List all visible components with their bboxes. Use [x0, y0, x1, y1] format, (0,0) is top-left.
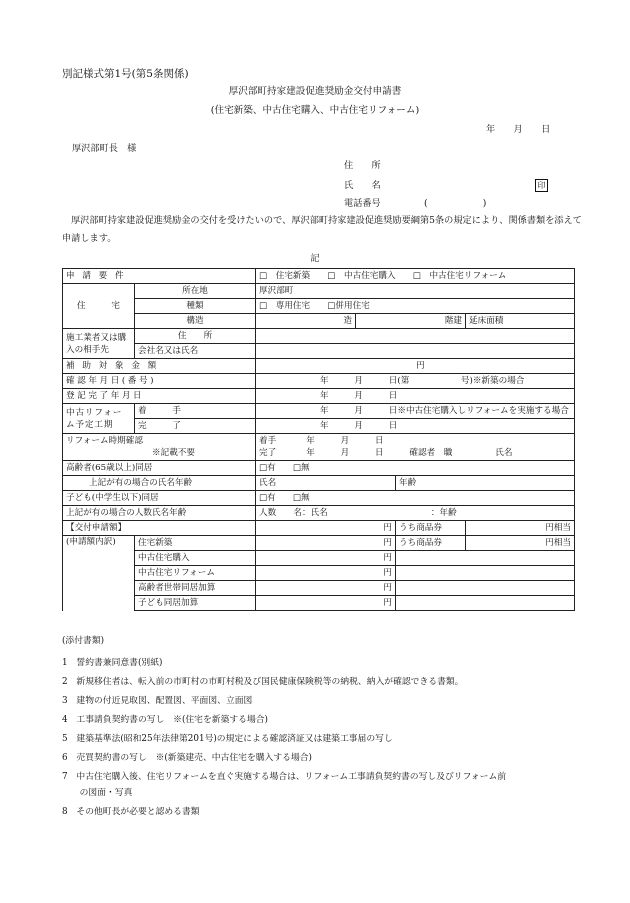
row-confirm-date: [63, 374, 575, 389]
applicant-phone-paren: ( ): [424, 198, 487, 209]
struct-zou[interactable]: 造: [256, 314, 356, 329]
reform-end-value[interactable]: 年 月 日: [256, 419, 575, 434]
location-value[interactable]: 厚沢部町: [256, 284, 575, 299]
grant-label: 【交付申請額】: [63, 521, 256, 536]
elder-name-field[interactable]: 氏名: [256, 476, 396, 491]
breakdown-yen-0[interactable]: 円: [256, 536, 396, 551]
breakdown-gift-label: うち商品券: [396, 536, 466, 551]
grant-gift-label: うち商品券: [396, 521, 466, 536]
attachment-item: 5 建築基準法(昭和25年法律第201号)の規定による確認済証又は建築工事届の写し: [62, 734, 393, 744]
req-options[interactable]: □ 住宅新築 □ 中古住宅購入 □ 中古住宅リフォーム: [256, 269, 575, 284]
reform-period-label: 中古リフォーム予定工期: [63, 404, 135, 434]
breakdown-yen-2[interactable]: 円: [256, 566, 396, 581]
attachment-item: 6 売買契約書の写し ※(新築建売、中古住宅を購入する場合): [62, 753, 312, 763]
contractor-addr-value[interactable]: [256, 329, 575, 344]
contractor-name-label: 会社名又は氏名: [135, 344, 256, 359]
house-label: 住 宅: [63, 284, 135, 329]
location-label: 所在地: [135, 284, 256, 299]
attachment-item: の図面・写真: [62, 788, 133, 798]
contractor-name-value[interactable]: [256, 344, 575, 359]
struct-label: 構造: [135, 314, 256, 329]
subsidy-amount-value[interactable]: 円: [256, 359, 575, 374]
row-breakdown-new: [63, 536, 575, 551]
reform-confirm-note: ※記載不要: [152, 448, 195, 458]
contractor-label: 施工業者又は購入の相手先: [63, 329, 135, 359]
row-type: [63, 299, 575, 314]
form-number: 別記様式第1号(第5条関係): [62, 68, 189, 80]
confirm-label: 確認年月日(番号): [63, 374, 256, 389]
breakdown-item-1: 中古住宅購入: [135, 551, 256, 566]
applicant-phone-label: 電話番号: [344, 198, 381, 209]
attachments-heading: (添付書類): [62, 636, 105, 646]
row-complete-date: [63, 389, 575, 404]
intro-paragraph: 厚沢部町持家建設促進奨励金の交付を受けたいので、厚沢部町持家建設促進奨励要綱第5条の規定により、関係書類を添えて申請します。: [62, 215, 582, 244]
row-grant: [63, 521, 575, 536]
row-reform-confirm: [63, 434, 575, 461]
breakdown-blank-1: [396, 551, 575, 566]
grant-gift-yen[interactable]: 円相当: [466, 521, 575, 536]
row-reform-end: [63, 419, 575, 434]
row-requirement: [63, 269, 575, 284]
row-reform-start: [63, 404, 575, 419]
row-elder-name: [63, 476, 575, 491]
breakdown-blank-4: [396, 596, 575, 611]
rc-end-date: 年 月 日 確認者 職 氏名: [306, 448, 513, 458]
breakdown-yen-1[interactable]: 円: [256, 551, 396, 566]
req-label: 申請要件: [63, 269, 256, 284]
complete-value[interactable]: 年 月 日: [256, 389, 575, 404]
rc-start-label: 着手: [259, 436, 277, 446]
type-label: 種類: [135, 299, 256, 314]
breakdown-blank-3: [396, 581, 575, 596]
breakdown-blank-2: [396, 566, 575, 581]
breakdown-item-3: 高齢者世帯同居加算: [135, 581, 256, 596]
row-subsidy-amount: [63, 359, 575, 374]
breakdown-item-4: 子ども同居加算: [135, 596, 256, 611]
reform-end-label: 完 了: [135, 419, 256, 434]
row-contractor-name: [63, 344, 575, 359]
subsidy-amount-label: 補助対象金額: [63, 359, 256, 374]
child-name-label: 上記が有の場合の人数氏名年齢: [63, 506, 256, 521]
rc-end-label: 完了: [259, 448, 277, 458]
breakdown-yen-3[interactable]: 円: [256, 581, 396, 596]
complete-label: 登記完了年月日: [63, 389, 256, 404]
reform-start-value[interactable]: 年 月 日※中古住宅購入しリフォームを実施する場合: [256, 404, 575, 419]
elder-age-field[interactable]: 年齢: [396, 476, 575, 491]
attachment-item: 4 工事請負契約書の写し ※(住宅を新築する場合): [62, 715, 268, 725]
attachment-item: 8 その他町長が必要と認める書類: [62, 807, 200, 817]
reform-confirm-value[interactable]: [256, 434, 575, 461]
row-location: [63, 284, 575, 299]
elder-name-label: 上記が有の場合の氏名年齢: [63, 476, 256, 491]
row-structure: [63, 314, 575, 329]
breakdown-gift-yen[interactable]: 円相当: [466, 536, 575, 551]
form-title: 厚沢部町持家建設促進奨励金交付申請書: [228, 86, 402, 97]
elder-label: 高齢者(65歳以上)同居: [63, 461, 256, 476]
applicant-address-label: 住 所: [344, 160, 381, 171]
grant-yen[interactable]: 円: [256, 521, 396, 536]
row-breakdown-elder: [63, 581, 575, 596]
row-elder: [63, 461, 575, 476]
row-contractor-addr: [63, 329, 575, 344]
attachment-item: 1 誓約書兼同意書(別紙): [62, 658, 163, 668]
applicant-name-label: 氏 名: [344, 180, 381, 191]
attachment-item: 3 建物の付近見取図、配置図、平面図、立面図: [62, 696, 253, 706]
addressee: 厚沢部町長 様: [72, 143, 137, 154]
rc-start-date: 年 月 日: [306, 436, 384, 446]
confirm-value[interactable]: 年 月 日(第 号)※新築の場合: [256, 374, 575, 389]
child-label: 子ども(中学生以下)同居: [63, 491, 256, 506]
row-breakdown-child: [63, 596, 575, 611]
row-child: [63, 491, 575, 506]
row-breakdown-used: [63, 551, 575, 566]
reform-start-label: 着 手: [135, 404, 256, 419]
breakdown-label: (申請額内訳): [63, 536, 135, 611]
attachment-item: 7 中古住宅購入後、住宅リフォームを直ぐ実施する場合は、リフォーム工事請負契約書の写し及びリフォーム前: [62, 772, 507, 782]
struct-kai[interactable]: 階建: [356, 314, 466, 329]
seal-text: 印: [535, 179, 548, 192]
type-options[interactable]: □ 専用住宅 □併用住宅: [256, 299, 575, 314]
breakdown-item-0: 住宅新築: [135, 536, 256, 551]
seal-mark: [535, 179, 548, 192]
row-breakdown-reform: [63, 566, 575, 581]
attachment-item: 2 新規移住者は、転入前の市町村の市町村税及び国民健康保険税等の納税、納入が確認できる書類。: [62, 677, 464, 687]
breakdown-item-2: 中古住宅リフォーム: [135, 566, 256, 581]
floor-label: 延床面積: [466, 314, 575, 329]
row-child-detail: [63, 506, 575, 521]
contractor-addr-label: 住 所: [135, 329, 256, 344]
breakdown-yen-4[interactable]: 円: [256, 596, 396, 611]
date-line: 年 月 日: [486, 124, 551, 135]
application-table: [62, 268, 575, 611]
reform-confirm-title: リフォーム時期確認: [66, 436, 143, 446]
ki-heading: 記: [310, 253, 320, 264]
form-subtitle: (住宅新築、中古住宅購入、中古住宅リフォーム): [210, 105, 420, 116]
elder-options[interactable]: □有 □無: [256, 461, 575, 476]
child-options[interactable]: □有 □無: [256, 491, 575, 506]
child-detail-field[interactable]: 人数 名：氏名 ：年齢: [256, 506, 575, 521]
reform-confirm-label: [63, 434, 256, 461]
